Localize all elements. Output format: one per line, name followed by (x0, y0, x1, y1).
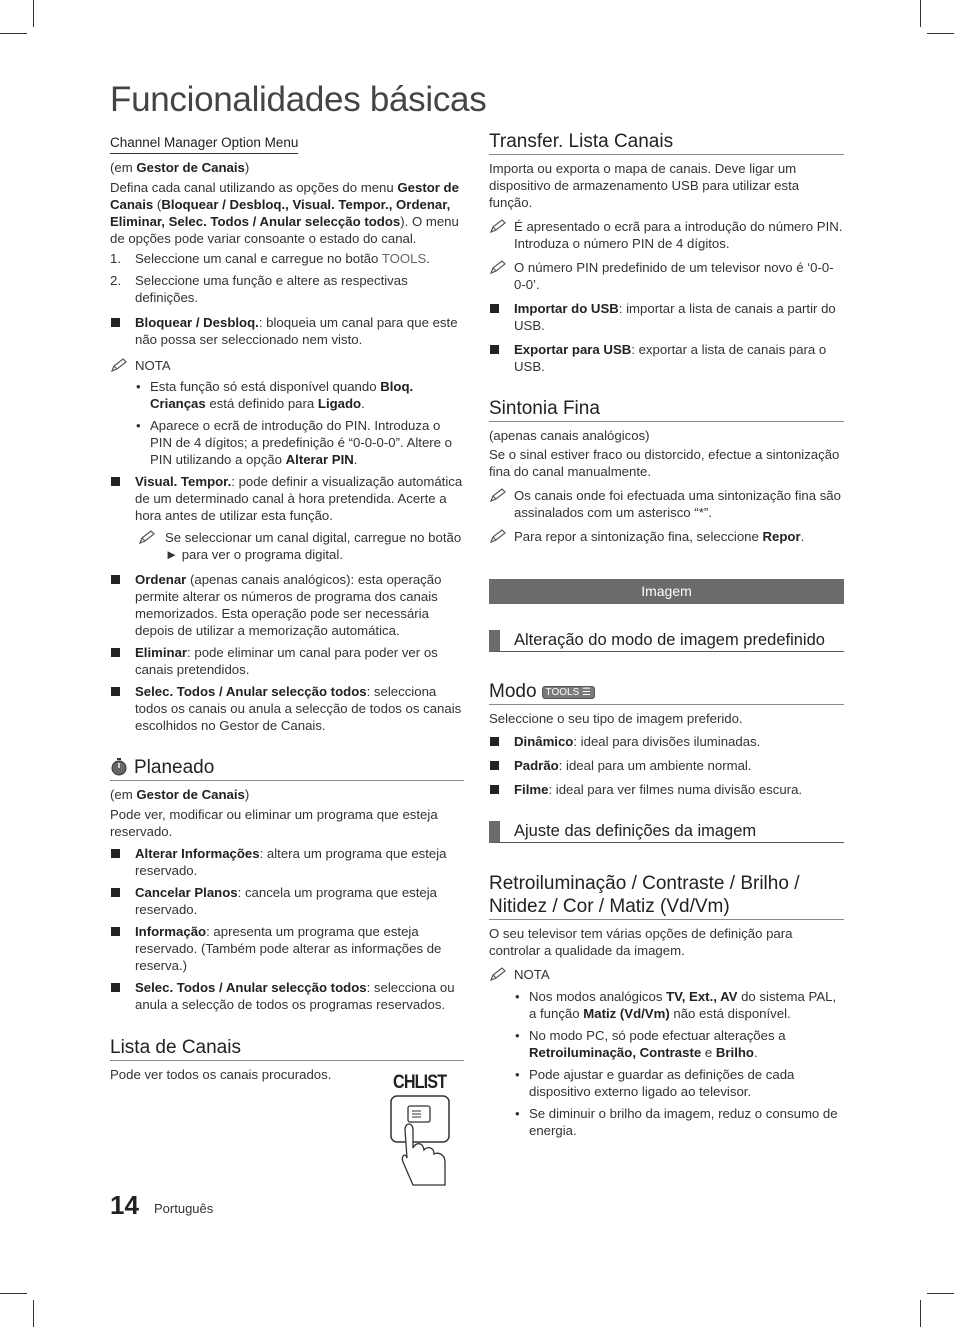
list-item-import: Importar do USB: importar a lista de canais a partir do USB. (489, 300, 844, 334)
crop-mark (0, 1293, 27, 1294)
tools-icon: ☰ (582, 687, 591, 698)
transfer-intro: Importa ou exporta o mapa de canais. Deve ligar um dispositivo de armazenamento USB para utilizar esta função. (489, 161, 800, 210)
pencil-note-icon (138, 529, 160, 545)
note-bullet: • Nos modos analógicos TV, Ext., AV do sistema PAL, a função Matiz (Vd/Vm) não está disponível. (489, 988, 844, 1022)
cm-intro: Defina cada canal utilizando as opções do menu Gestor de Canais (Bloquear / Desbloq., Visual. Tempor., Ordenar, Eliminar, Selec. Todos / Anular selecção todos). O menu de opções pode variar consoante o estado do canal. (110, 180, 459, 246)
remote-hand-icon (383, 1070, 463, 1190)
list-item-dynamic: Dinâmico: ideal para divisões iluminadas. (489, 733, 844, 750)
list-item-info: Informação: apresenta um programa que esteja reservado. (Também pode alterar as informações de reserva.) (110, 923, 464, 974)
pencil-note-icon (489, 487, 511, 503)
chlist-button-illustration (383, 1070, 463, 1190)
retro-intro: O seu televisor tem várias opções de definição para controlar a qualidade da imagem. (489, 926, 793, 958)
pencil-note-icon (489, 259, 511, 275)
page-language: Português (154, 1201, 214, 1216)
page-number: 14 (110, 1190, 139, 1220)
pencil-note-icon (489, 966, 511, 982)
sintonia-context: (apenas canais analógicos) (489, 428, 650, 443)
subsection-alteracao: Alteração do modo de imagem predefinido (489, 630, 844, 652)
list-item-film: Filme: ideal para ver filmes numa divisão escura. (489, 781, 844, 798)
section-heading-lista-canais: Lista de Canais (110, 1036, 464, 1061)
right-column (489, 130, 844, 1139)
note-bullet: • Aparece o ecrã de introdução do PIN. Introduza o PIN de 4 dígitos; a predefinição é “0-0-0-0”. Altere o PIN utilizando a opção Alterar PIN. (110, 417, 464, 468)
section-heading-modo: Modo TOOLS ☰ (489, 680, 844, 705)
list-item-change-info: Alterar Informações: altera um programa que esteja reservado. (110, 845, 464, 879)
lista-text: Pode ver todos os canais procurados. (110, 1067, 332, 1082)
section-heading-sintonia: Sintonia Fina (489, 397, 844, 422)
pencil-note-icon (489, 528, 511, 544)
step-number: 1. (110, 251, 121, 266)
step-1: 1. Seleccione um canal e carregue no botão TOOLS. (110, 251, 430, 266)
note-bullet: • Se diminuir o brilho da imagem, reduz o consumo de energia. (489, 1105, 844, 1139)
transfer-note: É apresentado o ecrã para a introdução do número PIN. Introduza o número PIN de 4 dígitos. (489, 218, 844, 252)
timer-note: Se seleccionar um canal digital, carregue no botão ► para ver o programa digital. (110, 529, 464, 563)
step-number: 2. (110, 273, 121, 288)
page-title: Funcionalidades básicas (110, 80, 487, 119)
subsection-ajuste: Ajuste das definições da imagem (489, 821, 844, 843)
crop-mark (33, 1300, 34, 1327)
list-item-standard: Padrão: ideal para um ambiente normal. (489, 757, 844, 774)
note-bullet: • Pode ajustar e guardar as definições de cada dispositivo externo ligado ao televisor. (489, 1066, 844, 1100)
section-heading-planeado: Planeado (110, 756, 464, 781)
context-note: (em Gestor de Canais) (110, 787, 250, 802)
crop-mark (920, 1300, 921, 1327)
list-item-lock: Bloquear / Desbloq.: bloqueia um canal para que este não possa ser seleccionado nem visto. (110, 314, 464, 348)
timer-icon (110, 757, 128, 776)
tools-label: TOOLS (381, 251, 427, 266)
list-item-export: Exportar para USB: exportar a lista de canais para o USB. (489, 341, 844, 375)
modo-intro: Seleccione o seu tipo de imagem preferido. (489, 711, 743, 726)
chapter-bar-imagem: Imagem (489, 579, 844, 604)
sintonia-note: Para repor a sintonização fina, seleccione Repor. (489, 528, 844, 545)
crop-mark (920, 0, 921, 27)
crop-mark (927, 1293, 954, 1294)
list-item-timer: Visual. Tempor.: pode definir a visualização automática de um determinado canal à hora pretendida. Acerte a hora antes de utilizar esta função. (110, 473, 464, 524)
planeado-intro: Pode ver, modificar ou eliminar um programa que esteja reservado. (110, 807, 438, 839)
list-item-select-all: Selec. Todos / Anular selecção todos: selecciona todos os canais ou anula a selecção de todos os canais escolhidos no Gestor de Canais. (110, 683, 464, 734)
note-heading: NOTA (489, 966, 844, 983)
crop-mark (0, 33, 27, 34)
note-heading: NOTA (110, 357, 464, 374)
list-item-sort: Ordenar (apenas canais analógicos): esta operação permite alterar os números de programa dos canais memorizados. Esta operação pode ser necessária depois de utilizar a memorização automática. (110, 571, 464, 639)
list-item-select-all: Selec. Todos / Anular selecção todos: selecciona ou anula a selecção de todos os programas reservados. (110, 979, 464, 1013)
section-heading-retroiluminacao: Retroiluminação / Contraste / Brilho / Nitidez / Cor / Matiz (Vd/Vm) (489, 872, 844, 920)
list-item-delete: Eliminar: pode eliminar um canal para poder ver os canais pretendidos. (110, 644, 464, 678)
transfer-note: O número PIN predefinido de um televisor novo é ‘0-0-0-0’. (489, 259, 844, 293)
pencil-note-icon (489, 218, 511, 234)
channel-manager-option-heading: Channel Manager Option Menu (110, 134, 298, 154)
crop-mark (927, 33, 954, 34)
sintonia-intro: Se o sinal estiver fraco ou distorcido, efectue a sintonização fina do canal manualmente. (489, 447, 840, 479)
step-2: 2. Seleccione uma função e altere as respectivas definições. (110, 273, 408, 305)
chlist-button-label: CHLIST (393, 1072, 447, 1093)
note-bullet: • No modo PC, só pode efectuar alterações a Retroiluminação, Contraste e Brilho. (489, 1027, 844, 1061)
pencil-note-icon (110, 357, 132, 373)
list-item-cancel: Cancelar Planos: cancela um programa que esteja reservado. (110, 884, 464, 918)
context-note: (em Gestor de Canais) (110, 160, 250, 175)
sintonia-note: Os canais onde foi efectuada uma sintonização fina são assinalados com um asterisco “*”. (489, 487, 844, 521)
tools-badge: TOOLS ☰ (542, 686, 595, 699)
section-heading-transfer: Transfer. Lista Canais (489, 130, 844, 155)
note-bullet: • Esta função só está disponível quando Bloq. Crianças está definido para Ligado. (110, 378, 464, 412)
left-column (110, 130, 464, 1083)
crop-mark (33, 0, 34, 27)
